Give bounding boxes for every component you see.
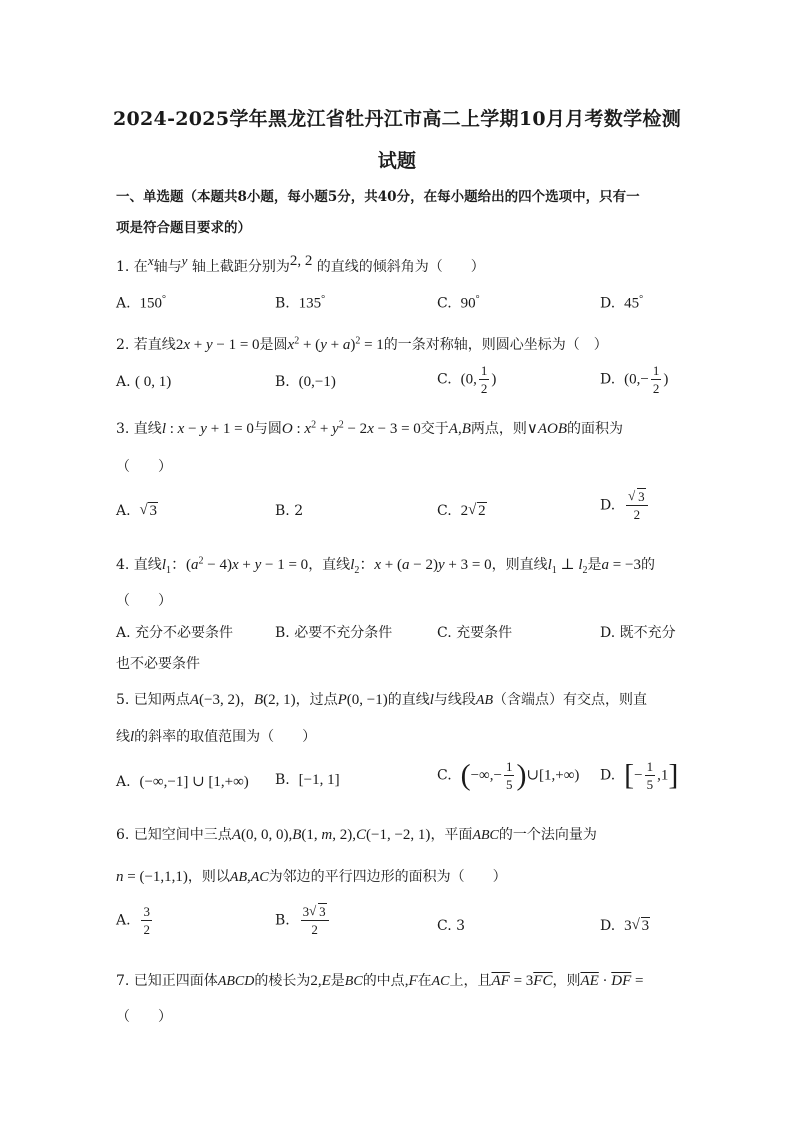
- question-5-text: 的直线: [387, 692, 430, 708]
- question-6-option-b: B. $\frac{3 √ 3}{2}$: [275, 905, 331, 936]
- question-7-text: 的中点: [362, 973, 405, 989]
- question-7-text: 是: [330, 973, 345, 989]
- question-4-text: ，直线: [308, 557, 351, 573]
- question-5: 5. 已知两点A(−3, 2)，B(2, 1)，过点P(0, −1)的直线l与线段AB（含端点）有交点，则直: [116, 692, 648, 708]
- question-2-option-c: C. (0, $\frac{1}{2}$ ): [437, 363, 497, 396]
- question-5-option-c: C. (−∞,− $\frac{1}{5}$ )∪[1,+∞): [437, 758, 580, 792]
- question-2: 2. 若直线2x + y − 1 = 0是圆$x^2 + (y + a)^2 = 1$的一条对称轴，则圆心坐标为（ ）: [116, 335, 608, 353]
- question-3: 3. 直线l : x − y + 1 = 0与圆O : $x^2 + y^2 - 2x - 3 = 0$交于A,B两点，则∨AOB的面积为: [116, 419, 624, 437]
- question-7: 7. 已知正四面体ABCD的棱长为2,E是BC的中点,F在AC上，且$\overline{AF} = 3\overline{FC}$，则$\overline{AE} \cdot \overline{DF}$ =: [116, 973, 644, 989]
- question-6-text: 的一个法向量为: [498, 827, 597, 843]
- question-1-text: 轴上截距分别为: [191, 259, 290, 275]
- question-2-option-a: A. ( 0, 1): [116, 374, 172, 390]
- question-5-option-a: A. (−∞,−1] ∪ [1,+∞): [116, 774, 249, 790]
- question-3-paren: （ ）: [116, 459, 172, 475]
- question-3-text: 两点，则: [470, 421, 527, 437]
- document-title-line2: 试题: [377, 150, 417, 172]
- question-4-text: 的: [640, 557, 655, 573]
- question-4-option-a: A. 充分不必要条件: [116, 625, 234, 641]
- question-1-text: 轴与: [153, 259, 182, 275]
- question-3-option-c: C. 2 √ 2: [437, 503, 487, 520]
- question-7-text: 在: [417, 973, 432, 989]
- question-1-option-b: B. 135°: [275, 294, 326, 312]
- question-4-text: 是: [587, 557, 602, 573]
- question-6-option-a: A. $\frac{3}{2}$: [116, 904, 150, 937]
- question-3-number: 3. 直线: [116, 421, 162, 437]
- question-6-cont: n = (−1,1,1)，则以AB,AC为邻边的平行四边形的面积为（ ）: [116, 869, 507, 885]
- question-1-option-c: C. 90°: [437, 294, 480, 312]
- question-2-text: 是圆: [259, 337, 288, 353]
- question-3-text: 与圆: [253, 421, 282, 437]
- question-2-option-d: D. (0,− $\frac{1}{2}$ ): [600, 363, 669, 396]
- document-title-line1: 2024-2025学年黑龙江省牡丹江市高二上学期10月月考数学检测: [113, 108, 681, 130]
- question-6-number: 6. 已知空间中三点: [116, 827, 232, 843]
- question-5-cont: 线l的斜率的取值范围为（ ）: [116, 729, 317, 745]
- question-4-text: ，则直线: [491, 557, 548, 573]
- question-1-option-d: D. 45°: [600, 294, 644, 312]
- question-4-paren: （ ）: [116, 593, 172, 609]
- question-1-option-a: A. 150°: [116, 294, 166, 312]
- question-4-number: 4. 直线: [116, 557, 162, 573]
- question-2-text: 的一条对称轴，则圆心坐标为（ ）: [383, 337, 608, 353]
- question-4-option-d: D. 既不充分: [600, 625, 676, 641]
- question-5-option-b: B. [−1, 1]: [275, 772, 340, 788]
- section-header: 一、单选题（本题共8小题，每小题5分，共40分，在每小题给出的四个选项中，只有一: [116, 189, 640, 205]
- question-7-text: 的棱长为: [254, 973, 311, 989]
- question-6-option-d: D. 3 √ 3: [600, 918, 650, 935]
- question-1-text: 的直线的倾斜角为（ ）: [316, 259, 485, 275]
- question-5-text: ，过点: [295, 692, 338, 708]
- question-4-option-c: C. 充要条件: [437, 625, 513, 641]
- question-2-option-b: B. (0,−1): [275, 374, 336, 390]
- question-5-option-d: D. [− $\frac{1}{5}$ ,1]: [600, 758, 679, 792]
- question-4: 4. 直线$l_1$：$(a^2 - 4)x + y - 1 = 0$，直线$l_2$：x + (a − 2)y + 3 = 0，则直线$l_1$ ⊥ $l_2$是a = −3的: [116, 555, 655, 576]
- question-5-text: （含端点）有交点，则直: [493, 692, 648, 708]
- question-3-option-a: A. √ 3: [116, 503, 158, 520]
- question-6-text: 为邻边的平行四边形的面积为（ ）: [268, 869, 507, 885]
- question-6-text: ，则以: [187, 869, 230, 885]
- question-3-option-d: D. √ $\frac{3}{2}$: [600, 490, 650, 521]
- question-1: 1. 在x轴与y 轴上截距分别为2, 2 的直线的倾斜角为（ ）: [116, 253, 485, 275]
- question-4-option-d-cont: 也不必要条件: [116, 656, 200, 672]
- question-7-paren: （ ）: [116, 1009, 172, 1025]
- question-4-option-b: B. 必要不充分条件: [275, 625, 393, 641]
- question-5-text: 与线段: [433, 692, 476, 708]
- question-7-text: 上，且: [449, 973, 492, 989]
- question-6-option-c: C. 3: [437, 918, 466, 934]
- question-2-number: 2. 若直线: [116, 337, 176, 353]
- question-6-text: ，平面: [430, 827, 473, 843]
- section-header-cont: 项是符合题目要求的）: [116, 220, 251, 236]
- question-5-number: 5. 已知两点: [116, 692, 190, 708]
- question-7-number: 7. 已知正四面体: [116, 973, 218, 989]
- question-1-number: 1. 在: [116, 259, 148, 275]
- question-7-text: ，则: [552, 973, 581, 989]
- question-6: 6. 已知空间中三点A(0, 0, 0),B(1, m, 2),C(−1, −2, 1)，平面ABC的一个法向量为: [116, 827, 597, 843]
- question-3-text: 的面积为: [567, 421, 624, 437]
- question-3-text: 交于: [420, 421, 449, 437]
- question-3-option-b: B. 2: [275, 503, 304, 519]
